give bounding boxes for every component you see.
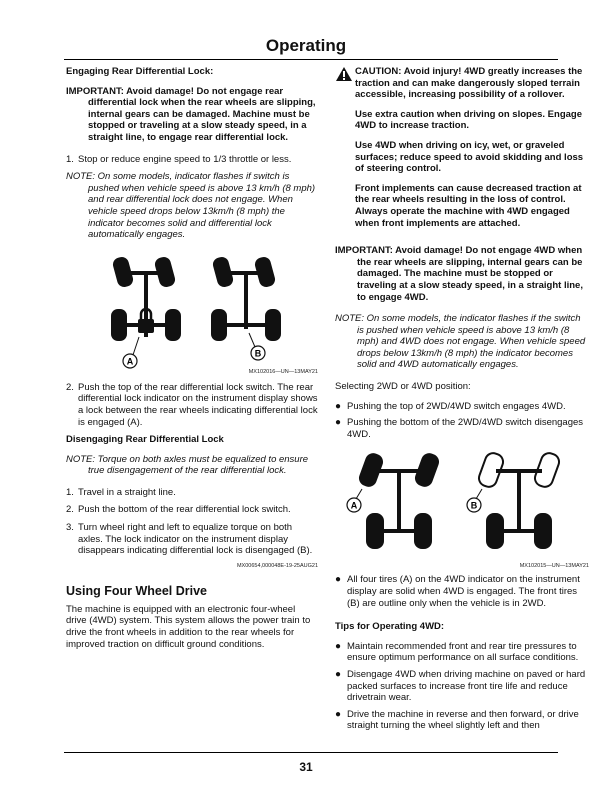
left-column <box>66 66 318 658</box>
bullet-icon: ● <box>335 574 342 586</box>
bullet-text: Pushing the top of 2WD/4WD switch engages 4WD. <box>347 400 566 412</box>
list-item <box>335 669 589 704</box>
paragraph-4wd: The machine is equipped with an electronic four-wheel drive (4WD) system. This system allows the power train to drive the front wheels in addition to the rear wheels for improved traction on difficult ground conditions. <box>66 603 311 650</box>
bullet-icon: ● <box>335 669 342 680</box>
step-text: Push the top of the rear differential lock switch. The rear differential lock indicator on the instrument display shows a lock between the rear wheels indicating differential lock is engaged (A). <box>78 381 318 428</box>
list-item <box>335 401 589 413</box>
figure-label-b: B <box>470 500 478 511</box>
note-torque: NOTE: Torque on both axles must be equalized to ensure true disengagement of the rear differential lock. <box>66 453 309 477</box>
caution-text <box>355 66 589 237</box>
note-4wd-flash: NOTE: On some models, the indicator flashes if the switch is pushed when vehicle speed is above 13 km/h (8 mph) and 4WD does not engage. When vehicle speed drops below 13km/h (8 mph) the indicator becomes solid and 4WD automatically engages. <box>335 313 586 371</box>
bullet-icon: ● <box>335 708 342 720</box>
step-number: 2. <box>66 504 74 516</box>
step-text: Turn wheel right and left to equalize torque on both axles. The lock indicator on the instrument display disappears indicating differential lock is disengaged (B). <box>78 522 313 557</box>
dis-step-2 <box>66 504 318 516</box>
dis-step-1 <box>66 487 318 499</box>
step-number: 2. <box>66 381 74 393</box>
page-title: Operating <box>265 36 347 55</box>
figure-caption: MX102015—UN—13MAY21 <box>519 563 589 570</box>
right-column <box>335 66 589 737</box>
caution-block <box>335 66 589 237</box>
step-text: Travel in a straight line. <box>78 486 176 498</box>
list-item <box>335 709 589 732</box>
figure-label-a: A <box>350 500 358 511</box>
bullet-icon: ● <box>335 640 342 652</box>
indicator-b-unlocked <box>211 255 281 360</box>
heading-tips: Tips for Operating 4WD: <box>335 621 445 633</box>
4wd-indicator-diagram <box>335 445 589 563</box>
warning-triangle-icon <box>335 66 355 237</box>
section-reference: MX00654,000048E-19-25AUG21 <box>236 562 318 569</box>
step-text: Stop or reduce engine speed to 1/3 throttle or less. <box>78 153 292 165</box>
diff-lock-figure <box>66 251 318 369</box>
bullet-text: Drive the machine in reverse and then forward, or drive straight turning the wheel slightly left and then <box>347 708 579 732</box>
bullet-text: All four tires (A) on the 4WD indicator on the instrument display are solid when 4WD is engaged. The front tires (B) are outline only when the vehicle is in 2WD. <box>347 574 580 609</box>
step-2 <box>66 382 318 428</box>
diff-lock-indicator-diagram <box>66 251 318 369</box>
indicator-a-locked <box>111 255 181 368</box>
selecting-label: Selecting 2WD or 4WD position: <box>335 381 471 393</box>
heading-using-4wd: Using Four Wheel Drive <box>66 583 207 598</box>
figure-label-b: B <box>254 348 262 359</box>
heading-engaging: Engaging Rear Differential Lock: <box>66 66 214 77</box>
header-rule <box>64 59 558 60</box>
bullet-icon: ● <box>335 400 342 412</box>
caution-line: Front implements can cause decreased traction at the rear wheels resulting in the loss of control. Always operate the machine with 4WD engaged when front implements are attached. <box>355 182 582 229</box>
step-number: 1. <box>66 153 74 165</box>
figure-label-a: A <box>126 356 134 367</box>
list-item <box>335 641 589 664</box>
bullet-icon: ● <box>335 417 342 429</box>
page-number: 31 <box>299 760 313 774</box>
important-diff-lock: IMPORTANT: Avoid damage! Do not engage rear differential lock when the rear wheels are slipping, internal gears can be damaged. Machine must be stopped or traveling at a slow steady speed, in a straight line, to engage rear differential lock. <box>66 85 316 143</box>
important-4wd: IMPORTANT: Avoid damage! Do not engage 4WD when the rear wheels are slipping, internal gears can be damaged. The machine must be stopped or traveling at a slow steady speed, in a straight line, to engage 4WD. <box>335 245 583 303</box>
caution-line: Use 4WD when driving on icy, wet, or graveled surfaces; reduce speed to avoid skidding and loss of steering control. <box>355 139 584 175</box>
note-diff-lock-flash: NOTE: On some models, indicator flashes if switch is pushed when vehicle speed is above 13 km/h (8 mph) and rear differential lock does not engage. When vehicle speed drops below 13km/h (8 mph) the indicator becomes solid and differential lock automatically engages. <box>66 171 316 241</box>
dis-step-3 <box>66 522 318 557</box>
bullet-text: Pushing the bottom of the 2WD/4WD switch disengages 4WD. <box>347 417 584 440</box>
step-number: 1. <box>66 486 74 498</box>
4wd-figure <box>335 445 589 563</box>
bullet-text: Maintain recommended front and rear tire pressures to ensure optimum performance on all surface conditions. <box>347 640 579 664</box>
footer-rule <box>64 752 558 753</box>
step-number: 3. <box>66 522 74 534</box>
step-text: Push the bottom of the rear differential lock switch. <box>78 504 291 516</box>
caution-line: CAUTION: Avoid injury! 4WD greatly increases the traction and can make dangerously sloped terrain accessible, increasing possibility of a rollover. <box>355 66 583 101</box>
figure-caption: MX102016—UN—13MAY21 <box>248 368 318 375</box>
indicator-b-2wd <box>467 451 561 549</box>
list-item <box>335 417 589 440</box>
indicator-a-4wd <box>347 451 441 549</box>
step-1 <box>66 154 318 166</box>
heading-disengaging: Disengaging Rear Differential Lock <box>66 434 224 446</box>
list-item <box>335 574 589 609</box>
caution-line: Use extra caution when driving on slopes. Engage 4WD to increase traction. <box>355 108 582 132</box>
bullet-text: Disengage 4WD when driving machine on paved or hard packed surfaces to increase front tire life and reduce drivetrain wear. <box>347 669 586 704</box>
